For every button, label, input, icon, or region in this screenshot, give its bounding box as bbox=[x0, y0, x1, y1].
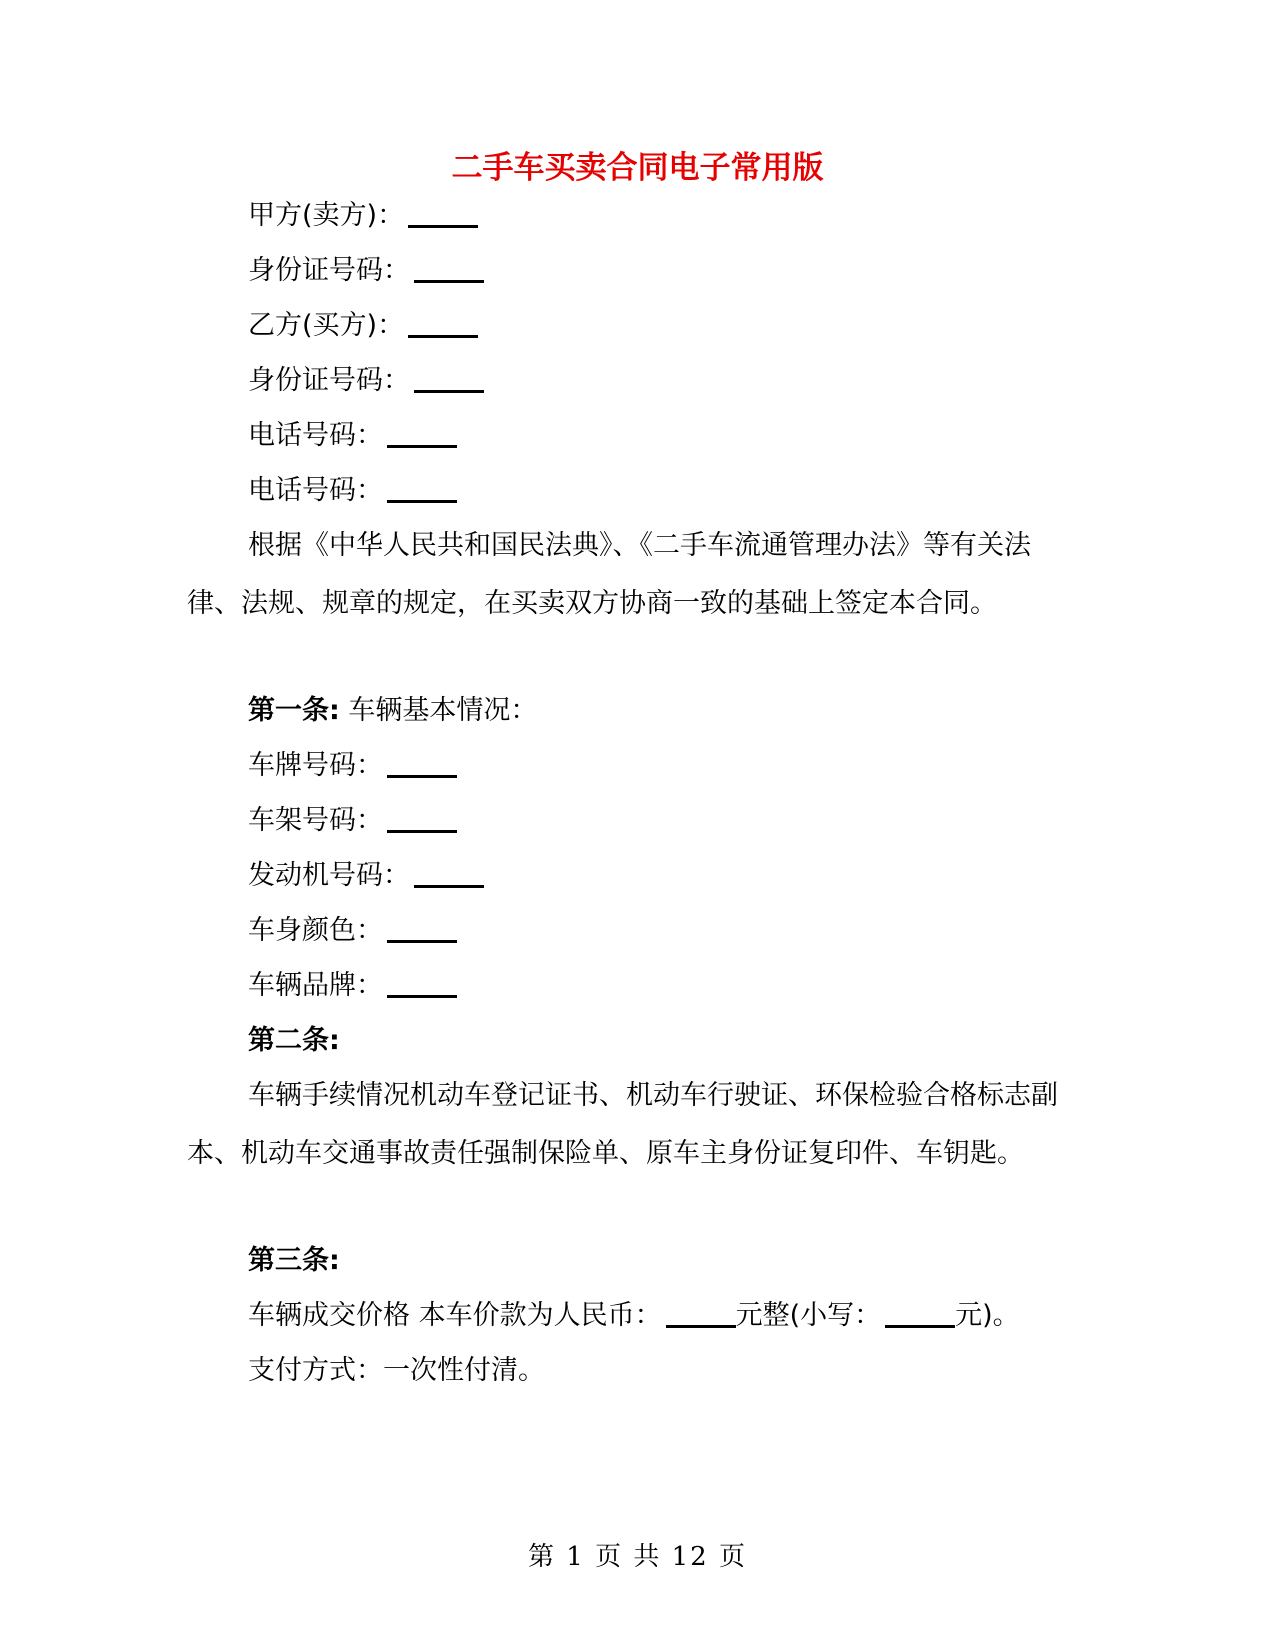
phone-blank-2 bbox=[387, 472, 457, 503]
seller-name-field bbox=[248, 196, 478, 236]
phone-field-2 bbox=[248, 471, 457, 511]
seller-name-blank bbox=[408, 197, 478, 228]
price-amount-blank bbox=[666, 1297, 736, 1328]
seller-id-blank bbox=[414, 252, 484, 283]
plate-number-blank bbox=[387, 747, 457, 778]
payment-method: 支付方式：一次性付清。 bbox=[248, 1355, 545, 1386]
price-prefix: 车辆成交价格 本车价款为人民币： bbox=[248, 1300, 662, 1331]
intro-paragraph: 根据《中华人民共和国民法典》、《二手车流通管理办法》等有关法律、法规、规章的规定，在买卖双方协商一致的基础上签定本合同。 bbox=[187, 530, 1031, 619]
page-footer: 第 1 页 共 12 页 bbox=[528, 1542, 747, 1572]
vin-blank bbox=[387, 802, 457, 833]
engine-number-field bbox=[248, 856, 484, 896]
phone-blank-1 bbox=[387, 417, 457, 448]
buyer-id-label: 身份证号码： bbox=[248, 365, 410, 396]
price-mid: 元整(小写： bbox=[735, 1300, 882, 1331]
body-color-label: 车身颜色： bbox=[248, 915, 383, 946]
buyer-id-field bbox=[248, 361, 484, 401]
vehicle-brand-label: 车辆品牌： bbox=[248, 970, 383, 1001]
engine-number-blank bbox=[414, 857, 484, 888]
price-lowercase-blank bbox=[885, 1297, 955, 1328]
engine-number-label: 发动机号码： bbox=[248, 860, 410, 891]
buyer-id-blank bbox=[414, 362, 484, 393]
article2-paragraph: 车辆手续情况机动车登记证书、机动车行驶证、环保检验合格标志副本、机动车交通事故责任强制保险单、原车主身份证复印件、车钥匙。 bbox=[187, 1080, 1058, 1169]
article1-title: 车辆基本情况： bbox=[348, 695, 538, 726]
seller-name-label: 甲方(卖方)： bbox=[248, 200, 405, 231]
plate-number-label: 车牌号码： bbox=[248, 750, 383, 781]
vin-field bbox=[248, 801, 457, 841]
plate-number-field bbox=[248, 746, 457, 786]
buyer-name-blank bbox=[408, 307, 478, 338]
phone-label-2: 电话号码： bbox=[248, 475, 383, 506]
article3-heading: 第三条: bbox=[248, 1245, 340, 1276]
article2-heading: 第二条: bbox=[248, 1025, 340, 1056]
article1-number: 第一条: bbox=[248, 695, 340, 726]
vehicle-brand-field bbox=[248, 966, 457, 1006]
body-color-field bbox=[248, 911, 457, 951]
price-suffix: 元)。 bbox=[955, 1300, 1020, 1331]
vin-label: 车架号码： bbox=[248, 805, 383, 836]
body-color-blank bbox=[387, 912, 457, 943]
buyer-name-label: 乙方(买方)： bbox=[248, 310, 405, 341]
price-line bbox=[248, 1296, 1020, 1336]
document-title: 二手车买卖合同电子常用版 bbox=[451, 150, 824, 186]
buyer-name-field bbox=[248, 306, 478, 346]
phone-label-1: 电话号码： bbox=[248, 420, 383, 451]
vehicle-brand-blank bbox=[387, 967, 457, 998]
seller-id-field bbox=[248, 251, 484, 291]
phone-field-1 bbox=[248, 416, 457, 456]
seller-id-label: 身份证号码： bbox=[248, 255, 410, 286]
article1-heading bbox=[248, 691, 537, 731]
